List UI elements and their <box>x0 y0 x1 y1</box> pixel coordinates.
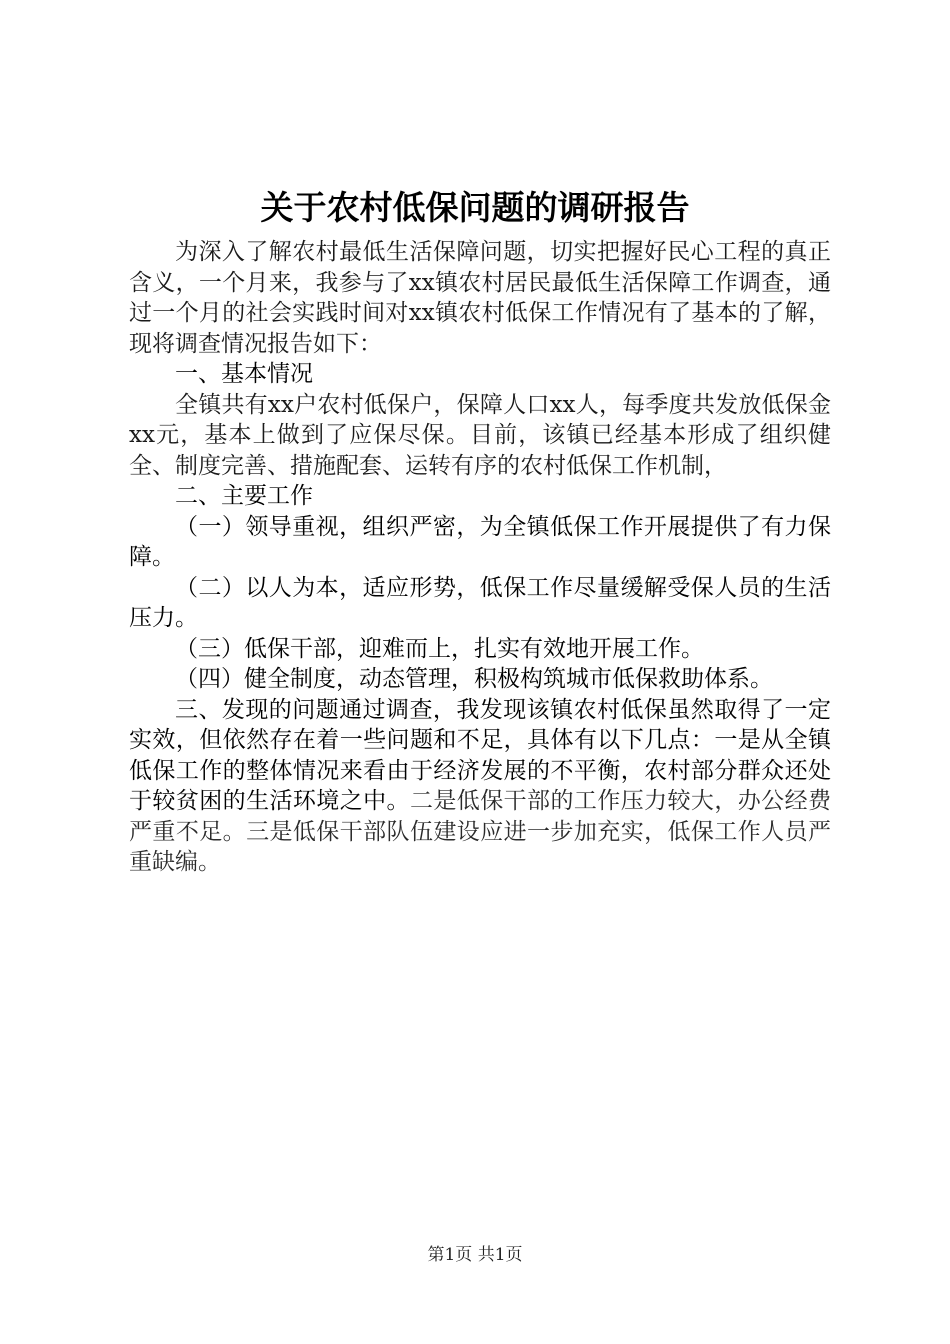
problems-text-main: 三、发现的问题通过调查，我发现该镇农村低保虽然取得了一定实效，但依然存在着一些问题和不足，具体有以下几点：一是从全镇低保工作的整体情况来看由于经济发展的不平衡，农村部分群众还处于较贫困的生活环境之中。 <box>129 696 831 814</box>
main-work-item-2: （二）以人为本，适应形势，低保工作尽量缓解受保人员的生活压力。 <box>129 574 831 631</box>
document-title: 关于农村低保问题的调研报告 <box>260 188 690 227</box>
intro-paragraph: 为深入了解农村最低生活保障问题，切实把握好民心工程的真正含义，一个月来，我参与了xx镇农村居民最低生活保障工作调查，通过一个月的社会实践时间对xx镇农村低保工作情况有了基本的了解，现将调查情况报告如下： <box>129 239 831 357</box>
problems-text-continued: 二是低保干部的工作压力较大，办公经费严重不足。三是低保干部队伍建设应进一步加充实，低保工作人员严重缺编。 <box>129 788 832 875</box>
section-heading-main-work: 二、主要工作 <box>175 483 313 509</box>
section-heading-basic: 一、基本情况 <box>175 361 313 387</box>
section-basic-paragraph: 全镇共有xx户农村低保户，保障人口xx人，每季度共发放低保金xx元，基本上做到了应保尽保。目前，该镇已经基本形成了组织健全、制度完善、措施配套、运转有序的农村低保工作机制， <box>129 391 831 479</box>
main-work-item-4: （四）健全制度，动态管理，积极构筑城市低保救助体系。 <box>175 666 773 692</box>
page-footer: 第1页 共1页 <box>427 1245 523 1265</box>
main-work-item-1: （一）领导重视，组织严密，为全镇低保工作开展提供了有力保障。 <box>129 513 831 570</box>
problems-paragraph <box>129 695 831 878</box>
main-work-item-3: （三）低保干部，迎难而上，扎实有效地开展工作。 <box>175 635 704 662</box>
document-body <box>129 237 831 878</box>
